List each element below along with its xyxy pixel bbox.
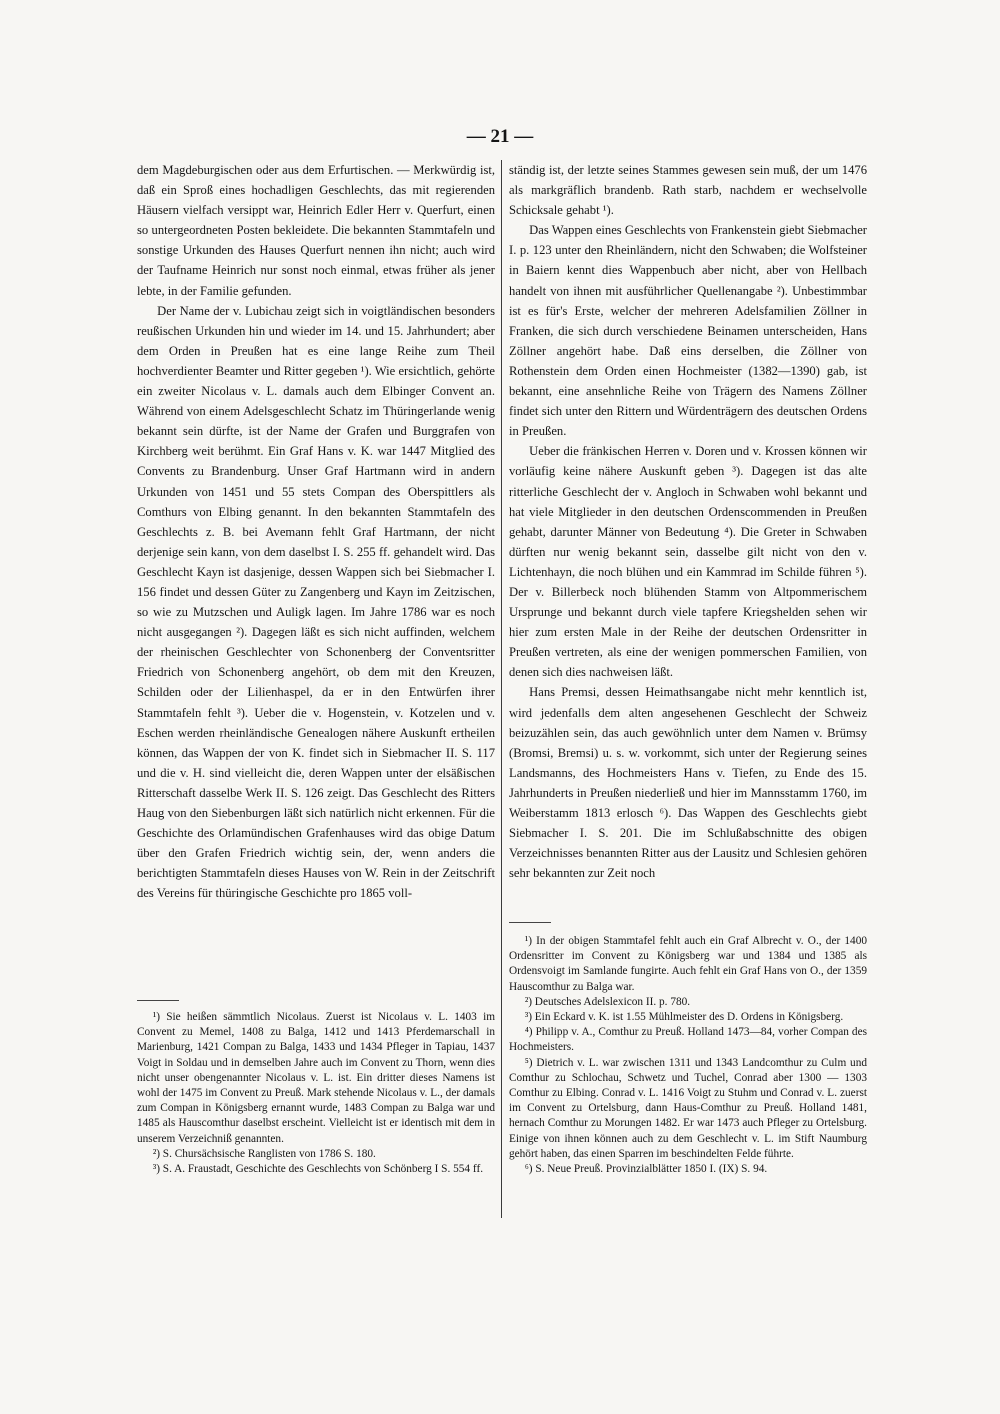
footnote: ³) Ein Eckard v. K. ist 1.55 Mühlmeister des D. Ordens in Königsberg.: [524, 1011, 844, 1024]
page-number: — 21 —: [466, 126, 534, 147]
paragraph: ständig ist, der letzte seines Stammes gewesen sein muß, der um 1476 als markgräflich brandenb. Rath starb, nachdem er wechselvolle Schicksale gehabt ¹).: [509, 163, 867, 218]
footnote: ²) Deutsches Adelslexicon II. p. 780.: [524, 995, 691, 1008]
footnote-rule: [509, 922, 551, 923]
footnote: ¹) Sie heißen sämmtlich Nicolaus. Zuerst ist Nicolaus v. L. 1403 im Convent zu Memel, 1408 zu Balga, 1412 und 1413 Pferdemarschall in Marienburg, 1421 Compan zu Balga, 1433 und 1434 Pfleger in Tapiau, 1437 Voigt in Soldau und in demselben Jahre auch im Convent zu Thorn, wenn dies nicht unser obengenannter Nicolaus v. L. ist. Ein dritter dieses Namens ist wohl der 1475 im Convent zu Preuß. Mark stehende Nicolaus v. L., der damals zum Compan in Königsberg ernannt wurde, 1483 Compan zu Balga war und 1485 als Hauscomthur daselbst erscheint. Vielleicht ist er identisch mit dem in unserem Verzeichniß genannten.: [137, 1011, 495, 1145]
paragraph: Ueber die fränkischen Herren v. Doren und v. Krossen können wir vorläufig keine nähere Auskunft geben ³). Dagegen ist das alte ritterliche Geschlecht der v. Angloch in Schwaben wohl bekannt und hat viele Mitglieder in den deutschen Ordenscommenden in Preußen gehabt, darunter Männer von Bedeutung ⁴). Die Greter in Schwaben dürften nur wenig bekannt sein, dasselbe gilt nicht von den v. Lichtenhayn, die noch blühen und ein Kammrad im Schilde führen ⁵). Der v. Billerbeck noch blühenden Stamm von Altpommerischem Ursprunge und bekannt durch viele tapfere Kriegshelden sehen wir hier zum ersten Male in der Reihe der deutschen Ordensritter in Preußen vertreten, als eine der wenigen pommerschen Familien, von denen sich dies nachweisen läßt.: [509, 444, 867, 680]
footnote: ¹) In der obigen Stammtafel fehlt auch ein Graf Albrecht v. O., der 1400 Ordensritter im Convent zu Königsberg war und 1384 und 1385 als Ordensvoigt im Samlande fungirte. Auch fehlt ein Graf Hans von O., der 1359 Hauscomthur zu Balga war.: [509, 935, 867, 993]
footnote: ⁴) Philipp v. A., Comthur zu Preuß. Holland 1473—84, vorher Compan des Hochmeisters.: [509, 1026, 867, 1054]
right-footnotes: [509, 934, 867, 1177]
left-text-column: [137, 160, 495, 903]
column-divider: [501, 160, 502, 1218]
left-footnotes: [137, 1010, 495, 1177]
paragraph: dem Magdeburgischen oder aus dem Erfurtischen. — Merkwürdig ist, daß ein Sproß eines hochadligen Geschlechts, das mit regierenden Häusern vielfach versippt war, Heinrich Edler Herr v. Querfurt, einen so untergeordneten Posten bekleidete. Die bekannten Stammtafeln und sonstige Urkunden des Hauses Querfurt nennen ihn nicht; auch wird der Taufname Heinrich nur sonst noch einmal, etwas früher als jener lebte, in der Familie gefunden.: [137, 163, 495, 298]
paragraph: Hans Premsi, dessen Heimathsangabe nicht mehr kenntlich ist, wird jedenfalls dem alten angesehenen Geschlecht der Schweiz beizuzählen sein, das auch gewöhnlich unter dem Namen v. Brümsy (Bromsi, Bremsi) u. s. w. vorkommt, sich unter der Regierung seines Landsmanns, des Hochmeisters Hans v. Tiefen, zu Ende des 15. Jahrhunderts in Preußen niederließ und hier im Mannsstamm 1760, im Weiberstamm 1813 erlosch ⁶). Das Wappen des Geschlechts giebt Siebmacher I. S. 201. Die im Schlußabschnitte des obigen Verzeichnisses benannten Ritter aus der Lausitz und Schlesien gehören sehr bekannten zur Zeit noch: [509, 685, 867, 881]
footnote: ²) S. Chursächsische Ranglisten von 1786 S. 180.: [152, 1147, 376, 1160]
footnote-rule: [137, 1000, 179, 1001]
footnote: ⁶) S. Neue Preuß. Provinzialblätter 1850 I. (IX) S. 94.: [524, 1163, 768, 1176]
paragraph: Der Name der v. Lubichau zeigt sich in voigtländischen besonders reußischen Urkunden hin und wieder im 14. und 15. Jahrhundert; aber dem Orden in Preußen hat es eine lange Reihe zum Theil hochverdienter Beamter und Ritter gegeben ¹). Wie ersichtlich, gehörte ein zweiter Nicolaus v. L. damals auch dem Elbinger Convent an. Während von einem Adelsgeschlecht Schatz im Thüringerlande wenig bekannt sein dürfte, ist der Name der Grafen und Burggrafen von Kirchberg weit berühmt. Ein Graf Hans v. K. war 1447 Mitglied des Convents zu Brandenburg. Unser Graf Hartmann wird in andern Urkunden von 1451 und 55 stets Compan des Oberspittlers als Comthurs von Elbing genannt. In den bekannten Stammtafeln des Geschlechts z. B. bei Avemann fehlt Graf Hartmann, der nicht derjenige sein kann, von dem daselbst I. S. 255 ff. gehandelt wird. Das Geschlecht Kayn ist dasjenige, dessen Wappen sich bei Siebmacher I. 156 findet und dessen Güter zu Zangenberg und Kayn im Zeitzischen, so wie zu Mutzschen und Auligk lagen. Im Jahre 1786 war es noch nicht ausgegangen ²). Dagegen läßt es sich nicht auffinden, welchem der rheinischen Geschlechter von Schonenberg der Conventsritter Friedrich von Schonenberg angehört, ob dem mit den Kreuzen, Schilden oder der Lilienhaspel, da er in den Entwürfen ihrer Stammtafeln fehlt ³). Ueber die v. Hogenstein, v. Kotzelen und v. Eschen werden rheinländische Genealogen nähere Auskunft ertheilen können, das Wappen der von K. findet sich in Siebmacher II. S. 117 und die v. H. sind vielleicht die, deren Wappen unter der elsäßischen Ritterschaft dasselbe Werk II. S. 126 zeigt. Das Geschlecht des Ritters Haug von den Siebenburgen läßt sich natürlich nicht erkennen. Für die Geschichte des Orlamündischen Grafenhauses wird das obige Datum über den Grafen Friedrich wichtig sein, der, wenn anders die berichtigten Stammtafeln dieses Hauses von W. Rein in der Zeitschrift des Vereins für thüringische Geschichte pro 1865 voll-: [137, 303, 495, 901]
footnote: ⁵) Dietrich v. L. war zwischen 1311 und 1343 Landcomthur zu Culm und Comthur zu Schlochau, Schwetz und Tuchel, Conrad aber 1300 — 1303 Comthur zu Elbing. Conrad v. L. 1416 Voigt zu Stuhm und Conrad v. L. zuerst im Convent zu Ortelsburg, dann Haus-Comthur zu Preuß. Holland 1481, hernach Comthur zu Morungen 1482. Er war 1473 auch Pfleger zu Ortelsburg. Einige von ihnen können auch zu dem Geschlecht v. L. im Stift Naumburg gehört haben, das einen Sparren im beschindelten Felde führte.: [509, 1056, 867, 1160]
paragraph: Das Wappen eines Geschlechts von Frankenstein giebt Siebmacher I. p. 123 unter den Rheinländern, nicht den Schwaben; die Wolfsteiner in Baiern kennt dies Wappenbuch aber nicht, aber von Hellbach handelt von ihnen mit ausführlicher Quellenangabe ²). Unbestimmbar ist es für's Erste, welcher der mehreren Adelsfamilien Zöllner in Franken, die sich durch verschiedene Beinamen unterscheiden, Hans Zöllner angehört habe. Daß eins derselben, die Zöllner von Rothenstein dem Orden einen Hochmeister (1382—1390) gab, ist bekannt, eine ansehnliche Reihe von Trägern des Namens Zöllner findet sich unter den Rittern und Würdenträgern des deutschen Ordens in Preußen.: [509, 223, 867, 439]
footnote: ³) S. A. Fraustadt, Geschichte des Geschlechts von Schönberg I S. 554 ff.: [152, 1163, 484, 1176]
right-text-column: [509, 160, 867, 883]
